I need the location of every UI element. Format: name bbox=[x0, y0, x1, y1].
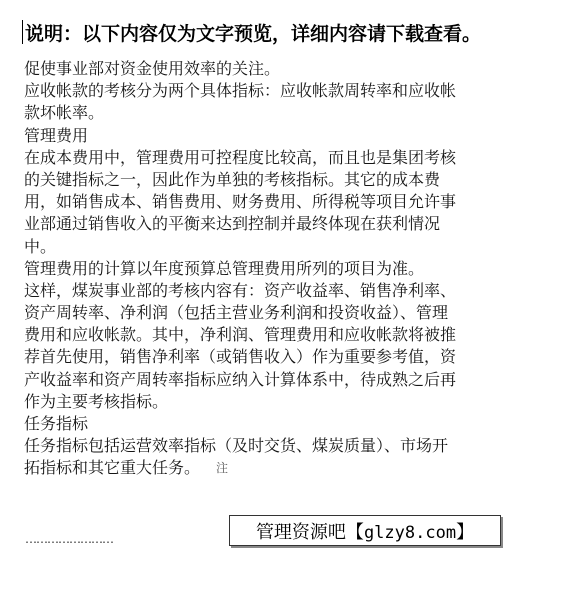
section-heading-management-cost: 管理费用 bbox=[24, 125, 89, 145]
watermark-site: glzy8.com bbox=[363, 522, 457, 543]
document-line: 应收帐款的考核分为两个具体指标：应收帐款周转率和应收帐 bbox=[24, 81, 457, 101]
preview-notice-text: 说明：以下内容仅为文字预览，详细内容请下载查看。 bbox=[25, 22, 482, 45]
document-line: 产收益率和资产周转率指标应纳入计算体系中，待成熟之后再 bbox=[24, 369, 457, 389]
document-line: 款坏帐率。 bbox=[24, 103, 105, 123]
text-cursor bbox=[22, 20, 23, 44]
document-line: 业部通过销售收入的平衡来达到控制并最终体现在获利情况 bbox=[24, 214, 441, 234]
watermark-label: 管理资源吧【 bbox=[255, 521, 364, 543]
document-line: 促使事业部对资金使用效率的关注。 bbox=[24, 59, 281, 78]
document-line-text: 拓指标和其它重大任务。 bbox=[24, 458, 201, 478]
document-line: 荐首先使用，销售净利率（或销售收入）作为重要参考值，资 bbox=[24, 347, 457, 367]
document-line: 资产周转率、净利润（包括主营业务利润和投资收益）、管理 bbox=[24, 303, 449, 323]
trailing-fragment: 注 bbox=[216, 461, 229, 476]
document-line: 的关键指标之一，因此作为单独的考核指标。其它的成本费 bbox=[24, 169, 441, 189]
section-heading-task-indicators: 任务指标 bbox=[24, 414, 89, 433]
document-line: 费用和应收帐款。其中，净利润、管理费用和应收帐款将被推 bbox=[24, 325, 457, 345]
document-line: 任务指标包括运营效率指标（及时交货、煤炭质量）、市场开 bbox=[24, 436, 449, 456]
document-line: 中。 bbox=[24, 236, 57, 256]
document-body bbox=[24, 58, 544, 480]
watermark-text bbox=[256, 518, 474, 544]
document-line: 在成本费用中，管理费用可控程度比较高，而且也是集团考核 bbox=[24, 147, 457, 167]
document-line bbox=[24, 457, 544, 479]
preview-notice bbox=[22, 16, 562, 48]
document-line: 管理费用的计算以年度预算总管理费用所列的项目为准。 bbox=[24, 258, 425, 278]
watermark-close: 】 bbox=[456, 521, 475, 543]
document-line: 这样，煤炭事业部的考核内容有：资产收益率、销售净利率、 bbox=[24, 280, 457, 300]
dotted-continuation: …………………… bbox=[25, 532, 113, 546]
watermark-banner bbox=[229, 515, 501, 546]
document-line: 用，如销售成本、销售费用、财务费用、所得税等项目允许事 bbox=[24, 192, 457, 212]
document-line: 作为主要考核指标。 bbox=[24, 391, 169, 411]
